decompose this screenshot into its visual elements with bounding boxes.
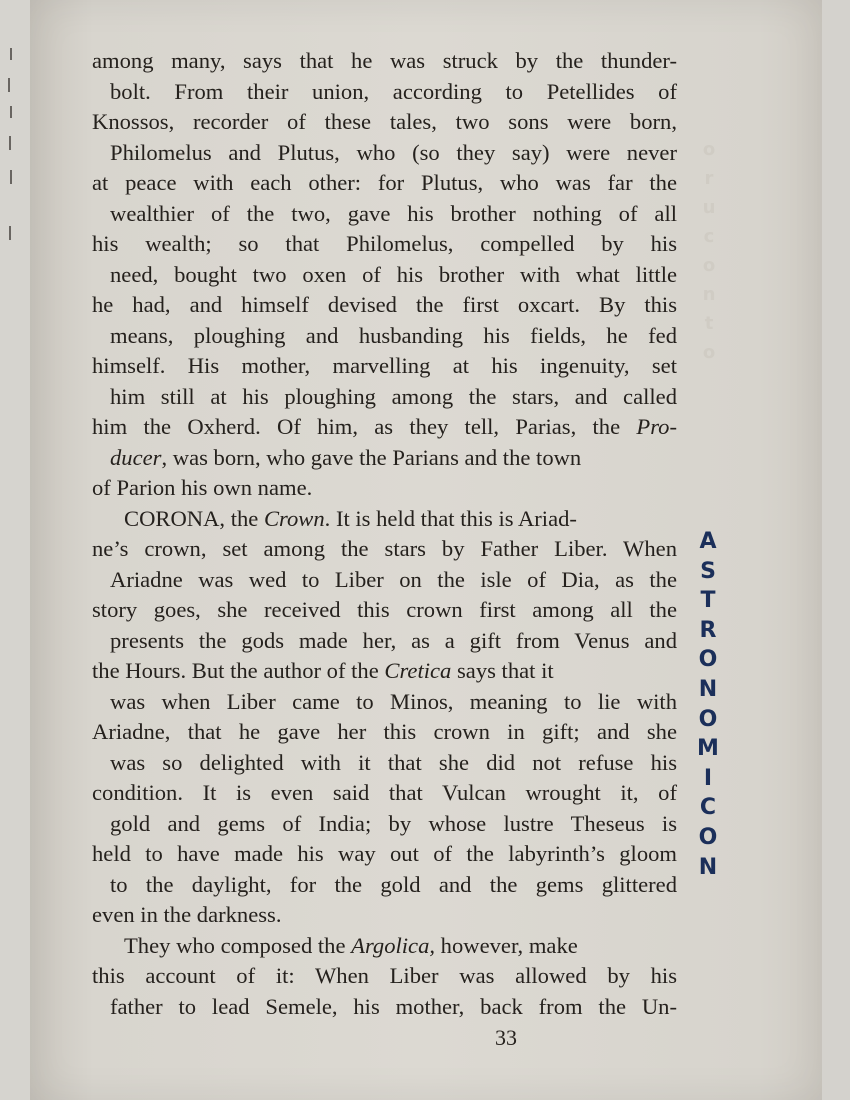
left-page-edge (0, 0, 30, 1100)
text-line: was so delighted with it that she did not refuse his (110, 749, 677, 775)
text-line: Ariadne was wed to Liber on the isle of Dia, as the (110, 566, 677, 592)
right-page-edge (822, 0, 850, 1100)
text-segment: the Hours. But the author of the (92, 658, 385, 683)
text-line: of Parion his own name. (92, 475, 313, 500)
text-line: Philomelus and Plutus, who (so they say) were never (110, 139, 677, 165)
italic-term: ducer (110, 444, 162, 470)
text-line: to the daylight, for the gold and the gems glittered (110, 871, 677, 897)
text-segment: . It is held that this is Ariad- (324, 505, 577, 531)
text-line: Ariadne, that he gave her this crown in gift; and she (92, 719, 677, 744)
text-segment: however, make (435, 932, 578, 958)
left-page-mark (10, 106, 12, 118)
text-line: condition. It is even said that Vulcan wrought it, of (92, 780, 677, 805)
text-segment: CORONA, the (124, 505, 264, 531)
bleed-through-title: o r u c o n t o (702, 139, 716, 363)
title-letter: N (698, 676, 718, 702)
text-line: presents the gods made her, as a gift from Venus and (110, 627, 677, 653)
left-page-mark (8, 78, 10, 92)
text-line: among many, says that he was struck by the thunder- (92, 48, 677, 73)
title-letter: O (698, 706, 718, 732)
running-title (694, 527, 722, 882)
text-line: ne’s crown, set among the stars by Father Liber. When (92, 536, 677, 561)
text-line (92, 931, 677, 962)
body-text (92, 46, 677, 1022)
text-line: means, ploughing and husbanding his fields, he fed (110, 322, 677, 348)
text-line (92, 656, 677, 687)
text-line: need, bought two oxen of his brother with what little (110, 261, 677, 287)
text-line: he had, and himself devised the first oxcart. By this (92, 292, 677, 317)
text-line: gold and gems of India; by whose lustre Theseus is (110, 810, 677, 836)
text-segment: says that it (451, 658, 554, 683)
italic-term: Argolica, (351, 932, 436, 958)
text-line: himself. His mother, marvelling at his ingenuity, set (92, 353, 677, 378)
text-line: Knossos, recorder of these tales, two sons were born, (92, 109, 677, 134)
text-line: was when Liber came to Minos, meaning to lie with (110, 688, 677, 714)
left-page-mark (9, 226, 11, 240)
left-page-mark (9, 136, 11, 150)
text-line (92, 412, 677, 443)
text-segment: , was born, who gave the Parians and the town (161, 444, 582, 470)
text-line: father to lead Semele, his mother, back from the Un- (110, 993, 677, 1019)
text-line: this account of it: When Liber was allowed by his (92, 963, 677, 988)
text-line: even in the darkness. (92, 902, 282, 927)
text-line (92, 443, 677, 474)
title-letter: N (698, 854, 718, 880)
title-letter: A (699, 529, 717, 554)
title-letter: R (699, 617, 717, 643)
title-letter: M (697, 736, 719, 762)
title-letter: S (700, 558, 716, 584)
italic-term: Cretica (384, 658, 452, 683)
book-page (30, 0, 822, 1100)
text-line (92, 504, 677, 535)
text-line: him still at his ploughing among the stars, and called (110, 383, 677, 409)
left-page-mark (10, 48, 12, 60)
title-letter: O (698, 647, 718, 673)
text-line: bolt. From their union, according to Petellides of (110, 78, 677, 104)
title-letter: C (699, 795, 717, 821)
text-line: his wealth; so that Philomelus, compelled by his (92, 231, 677, 256)
text-line: at peace with each other: for Plutus, who was far the (92, 170, 677, 195)
text-line: story goes, she received this crown first among all the (92, 597, 677, 622)
italic-term: Crown (263, 505, 325, 531)
text-segment: They who composed the (124, 932, 352, 958)
title-letter: O (698, 824, 718, 850)
italic-term: Pro- (636, 414, 677, 439)
text-line: wealthier of the two, gave his brother nothing of all (110, 200, 677, 226)
text-segment: him the Oxherd. Of him, as they tell, Parias, the (92, 414, 637, 439)
title-letter: T (700, 588, 716, 614)
title-letter: I (703, 765, 713, 791)
text-line: held to have made his way out of the labyrinth’s gloom (92, 841, 677, 866)
left-page-mark (10, 170, 12, 184)
page-number: 33 (495, 1025, 517, 1050)
